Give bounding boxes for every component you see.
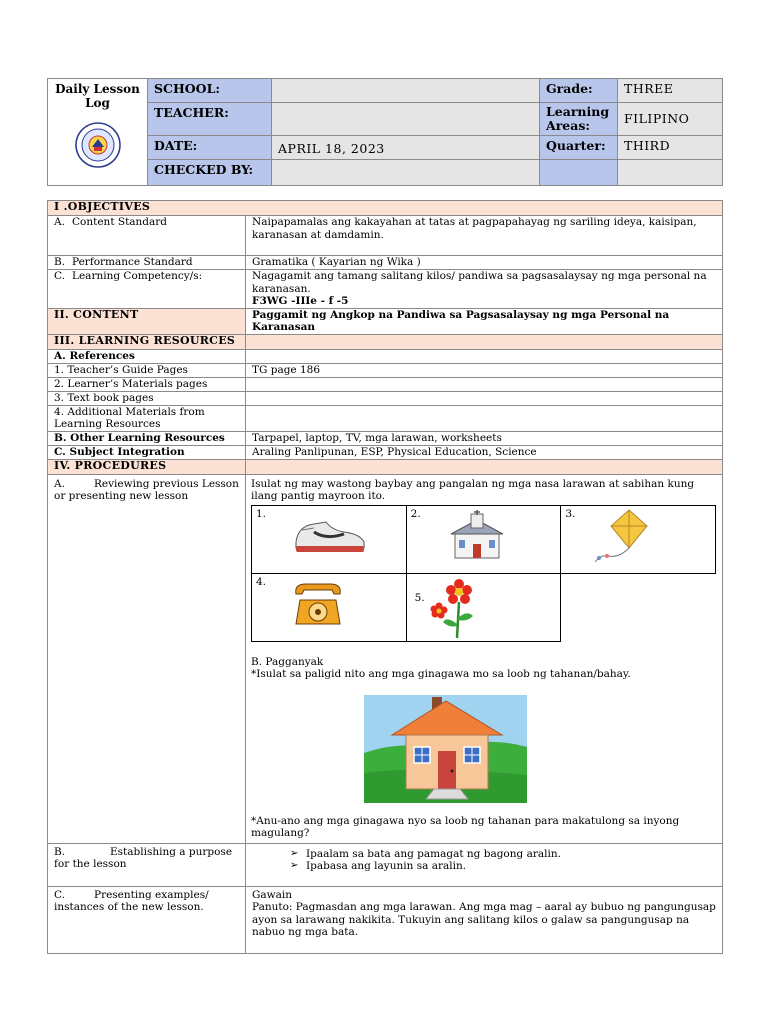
- other-resources-label: B. Other Learning Resources: [48, 431, 246, 445]
- teacher-field[interactable]: [272, 103, 540, 136]
- deped-seal-icon: [75, 122, 121, 168]
- reviewing-lesson-label: A. Reviewing previous Lesson or presenting new lesson: [48, 474, 246, 843]
- competency-code: F3WG -IIIe - f -5: [252, 295, 349, 307]
- picture-cell: 1.: [252, 505, 407, 573]
- tg-pages-label: 1. Teacher’s Guide Pages: [48, 363, 246, 377]
- motivation-question: *Anu-ano ang mga ginagawa nyo sa loob ng tahanan para makatulong sa inyong magulang?: [251, 814, 680, 839]
- school-label: SCHOOL:: [148, 79, 272, 103]
- telephone-icon: [290, 580, 346, 628]
- content-title: II. CONTENT: [48, 308, 246, 334]
- learning-competency-label: C. Learning Competency/s:: [48, 270, 246, 309]
- textbook-pages-label: 3. Text book pages: [48, 391, 246, 405]
- lm-pages-label: 2. Learner’s Materials pages: [48, 377, 246, 391]
- picture-cell: 5.: [406, 573, 561, 641]
- school-field[interactable]: [272, 79, 540, 103]
- references-label: A. References: [48, 349, 246, 363]
- learning-areas-label: Learning Areas:: [540, 103, 618, 136]
- reviewing-lesson-content: [246, 474, 723, 843]
- presenting-examples-label: C. Presenting examples/ instances of the new lesson.: [48, 886, 246, 953]
- kite-icon: [589, 508, 651, 568]
- gawain-title: Gawain: [252, 888, 293, 901]
- learning-competency-value: Nagagamit ang tamang salitang kilos/ pandiwa sa pagsasalaysay ng mga personal na karanasan. F3WG -IIIe - f -5: [246, 270, 723, 309]
- teacher-label: TEACHER:: [148, 103, 272, 136]
- gawain-instructions: Panuto: Pagmasdan ang mga larawan. Ang mga mag – aaral ay bubuo ng pangungusap ayon sa larawang nakikita. Tukuyin ang salitang kilos o galaw sa pangungusap na nabuo ng mga bata.: [252, 901, 716, 938]
- grade-value: THREE: [618, 79, 723, 103]
- picture-cell: 4.: [252, 573, 407, 641]
- objectives-title: I .OBJECTIVES: [48, 201, 723, 216]
- house-icon: [364, 695, 527, 803]
- checked-by-label: CHECKED BY:: [148, 160, 272, 186]
- checked-by-field[interactable]: [272, 160, 540, 186]
- quarter-value: THIRD: [618, 136, 723, 160]
- learning-resources-title: III. LEARNING RESOURCES: [48, 334, 246, 349]
- additional-materials-label: 4. Additional Materials from Learning Resources: [48, 405, 246, 431]
- performance-standard-value: Gramatika ( Kayarian ng Wika ): [246, 256, 723, 270]
- picture-cell: 2.: [406, 505, 561, 573]
- picture-cell: 3.: [561, 505, 716, 573]
- quarter-label: Quarter:: [540, 136, 618, 160]
- subject-integration-label: C. Subject Integration: [48, 445, 246, 459]
- motivation-title: B. Pagganyak: [251, 655, 324, 668]
- performance-standard-label: B. Performance Standard: [48, 256, 246, 270]
- content-value: Paggamit ng Angkop na Pandiwa sa Pagsasalaysay ng mga Personal na Karanasan: [246, 308, 723, 334]
- establishing-purpose-content: [246, 843, 723, 886]
- dll-title-cell: [48, 79, 148, 186]
- learning-areas-value: FILIPINO: [618, 103, 723, 136]
- grade-label: Grade:: [540, 79, 618, 103]
- picture-grid: [251, 505, 716, 642]
- header-table: [47, 78, 723, 186]
- date-value: APRIL 18, 2023: [272, 136, 540, 160]
- motivation-text: *Isulat sa paligid nito ang mga ginagawa mo sa loob ng tahanan/bahay.: [251, 668, 631, 680]
- dll-title: Daily Lesson Log: [55, 82, 140, 110]
- other-resources-value: Tarpapel, laptop, TV, mga larawan, worksheets: [246, 431, 723, 445]
- lesson-table: [47, 200, 723, 954]
- flower-icon: [429, 576, 479, 640]
- checked-by-extra: [540, 160, 618, 186]
- tg-pages-value: TG page 186: [246, 363, 723, 377]
- procedure-a-instruction: Isulat ng may wastong baybay ang pangalan ng mga nasa larawan at sabihan kung ilang pantig mayroon ito.: [251, 477, 695, 502]
- presenting-examples-content: [246, 886, 723, 953]
- church-icon: [447, 510, 507, 560]
- content-standard-value: Naipapamalas ang kakayahan at tatas at pagpapahayag ng sariling ideya, kaisipan, karanasan at damdamin.: [246, 216, 723, 256]
- subject-integration-value: Araling Panlipunan, ESP, Physical Education, Science: [246, 445, 723, 459]
- shoe-icon: [292, 516, 368, 556]
- date-label: DATE:: [148, 136, 272, 160]
- procedures-title: IV. PROCEDURES: [48, 459, 246, 474]
- purpose-bullet: ➢ Ipabasa ang layunin sa aralin.: [292, 860, 716, 873]
- establishing-purpose-label: B. Establishing a purpose for the lesson: [48, 843, 246, 886]
- content-standard-label: A. Content Standard: [48, 216, 246, 256]
- purpose-bullet: ➢ Ipaalam sa bata ang pamagat ng bagong aralin.: [292, 848, 716, 861]
- checked-by-extra-value: [618, 160, 723, 186]
